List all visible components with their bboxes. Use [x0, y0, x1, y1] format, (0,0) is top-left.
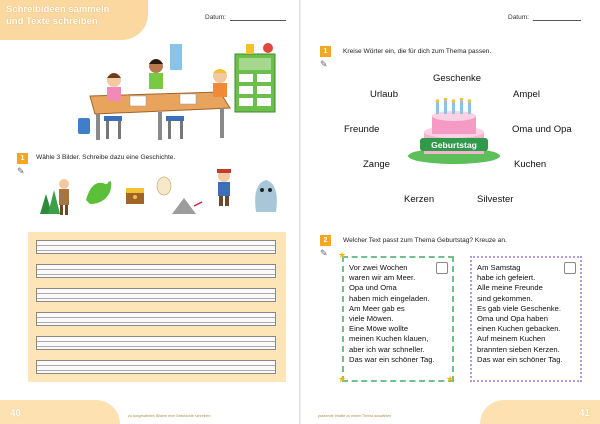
- pencil-eye-icon: ✎: [320, 59, 328, 69]
- date-label: Datum:: [508, 14, 529, 21]
- page-title: [6, 4, 109, 28]
- writing-line[interactable]: [36, 336, 276, 350]
- text-a-line: viele Möwen.: [349, 314, 394, 324]
- task-2-instruction: Welcher Text passt zum Thema Geburtstag? Kreuze an.: [343, 237, 507, 244]
- word-ampel[interactable]: Ampel: [513, 89, 540, 100]
- word-kerzen[interactable]: Kerzen: [404, 194, 435, 205]
- date-field-left[interactable]: [205, 14, 286, 21]
- text-b-line: Das war ein schöner Tag.: [477, 354, 563, 364]
- text-b-line: habe ich gefeiert.: [477, 273, 536, 283]
- writing-line[interactable]: [36, 288, 276, 302]
- text-b-line: Alle meine Freunde: [477, 283, 543, 293]
- text-b-line: brannten sieben Kerzen.: [477, 344, 560, 354]
- title-line-2: und Texte schreiben: [6, 16, 98, 27]
- checkbox-text-b[interactable]: [564, 262, 576, 274]
- checkbox-text-a[interactable]: [436, 262, 448, 274]
- text-b-line: Auf meinem Kuchen: [477, 334, 546, 344]
- writing-area[interactable]: [28, 232, 286, 382]
- task-number-1-right: 1: [320, 46, 331, 57]
- classroom-illustration: [70, 36, 280, 146]
- task-1-instruction-left: Wähle 3 Bilder. Schreibe dazu eine Geschichte.: [36, 154, 176, 161]
- text-b-line: Oma und Opa haben: [477, 314, 548, 324]
- task-1-instruction-right: Kreise Wörter ein, die für dich zum Thema passen.: [343, 48, 492, 55]
- pencil-eye-icon-2: ✎: [320, 248, 328, 258]
- writing-line[interactable]: [36, 264, 276, 278]
- word-oma-und-opa[interactable]: Oma und Opa: [512, 124, 572, 135]
- text-a-line: haben mich eingeladen.: [349, 293, 430, 303]
- writing-line[interactable]: [36, 312, 276, 326]
- date-label: Datum:: [205, 14, 226, 21]
- word-urlaub[interactable]: Urlaub: [370, 89, 398, 100]
- text-a-line: meinen Kuchen klauen,: [349, 334, 429, 344]
- text-b-line: sind gekommen.: [477, 293, 533, 303]
- gutter: [299, 0, 301, 424]
- page-number-right: 41: [578, 408, 590, 419]
- star-icon: ★: [446, 374, 455, 384]
- text-b-line: einen Kuchen gebacken.: [477, 324, 561, 334]
- footer-text-left: zu ausgewählten Bildern eine Geschichte schreiben: [128, 414, 211, 418]
- page-number-left: 40: [10, 408, 22, 419]
- date-field-right[interactable]: [508, 14, 581, 21]
- star-icon: ★: [338, 374, 347, 384]
- text-a-line: Opa und Oma: [349, 283, 397, 293]
- text-a-line: aber ich war schneller.: [349, 344, 425, 354]
- task-number-2: 2: [320, 235, 331, 246]
- story-pictures: [34, 164, 294, 220]
- text-a-line: Das war ein schöner Tag.: [349, 354, 435, 364]
- pencil-icon: ✎: [17, 166, 25, 176]
- task-number-1-left: 1: [17, 153, 28, 164]
- word-silvester[interactable]: Silvester: [477, 194, 514, 205]
- birthday-cake-icon: [404, 98, 504, 166]
- text-option-a: [342, 256, 454, 382]
- word-geschenke[interactable]: Geschenke: [433, 73, 482, 84]
- writing-line[interactable]: [36, 240, 276, 254]
- cake-label: Geburtstag: [431, 140, 477, 150]
- text-option-b: [470, 256, 582, 382]
- title-line-1: Schreibideen sammeln: [6, 4, 110, 15]
- title-banner: [0, 0, 148, 40]
- writing-line[interactable]: [36, 360, 276, 374]
- star-icon: ★: [338, 250, 347, 260]
- word-freunde[interactable]: Freunde: [344, 124, 380, 135]
- word-kuchen[interactable]: Kuchen: [514, 159, 547, 170]
- word-zange[interactable]: Zange: [363, 159, 390, 170]
- text-a-line: waren wir am Meer.: [349, 273, 416, 283]
- text-b-line: Am Samstag: [477, 263, 521, 272]
- text-a-line: Eine Möwe wollte: [349, 324, 409, 334]
- text-b-line: Es gab viele Geschenke.: [477, 303, 562, 313]
- text-a-line: Am Meer gab es: [349, 303, 405, 313]
- text-a-line: Vor zwei Wochen: [349, 263, 408, 272]
- footer-text-right: passende Inhalte zu einem Thema auswählen: [318, 414, 392, 418]
